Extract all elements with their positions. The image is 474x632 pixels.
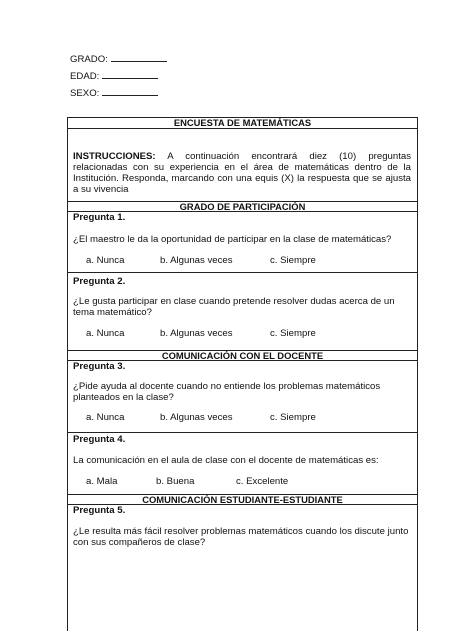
row-divider — [68, 432, 417, 433]
grado-field — [70, 52, 167, 66]
sexo-field — [70, 86, 158, 100]
question-5-label: Pregunta 5. — [73, 505, 126, 516]
question-4-text: La comunicación en el aula de clase con el docente de matemáticas es: — [73, 455, 379, 466]
survey-table — [67, 117, 418, 631]
section-comunicacion-estudiante: COMUNICACIÓN ESTUDIANTE-ESTUDIANTE — [68, 494, 417, 505]
q2-option-a[interactable]: a. Nunca — [86, 328, 125, 339]
question-3-text: ¿Pide ayuda al docente cuando no entiende los problemas matemáticos planteados en la clase? — [73, 381, 381, 403]
question-5-text: ¿Le resulta más fácil resolver problemas matemáticos cuando los discute junto con sus compañeros de clase? — [73, 526, 409, 548]
q4-option-a[interactable]: a. Mala — [86, 476, 118, 487]
row-divider — [68, 272, 417, 273]
question-1-text: ¿El maestro le da la oportunidad de participar en la clase de matemáticas? — [73, 234, 392, 245]
sexo-label: SEXO: — [70, 88, 100, 99]
edad-blank-line[interactable] — [102, 69, 158, 79]
q3-option-a[interactable]: a. Nunca — [86, 412, 125, 423]
q2-option-b[interactable]: b. Algunas veces — [160, 328, 233, 339]
q2-option-c[interactable]: c. Siempre — [270, 328, 316, 339]
instructions-block — [73, 151, 411, 195]
instructions-label: INSTRUCCIONES: — [73, 151, 156, 162]
q4-option-c[interactable]: c. Excelente — [236, 476, 289, 487]
question-1-label: Pregunta 1. — [73, 212, 126, 223]
q3-option-c[interactable]: c. Siempre — [270, 412, 316, 423]
edad-label: EDAD: — [70, 71, 100, 82]
section-participacion: GRADO DE PARTICIPACIÓN — [68, 201, 417, 212]
sexo-blank-line[interactable] — [102, 86, 158, 96]
edad-field — [70, 69, 158, 83]
question-2-text: ¿Le gusta participar en clase cuando pretende resolver dudas acerca de un tema matemático? — [73, 296, 395, 318]
section-comunicacion-docente: COMUNICACIÓN CON EL DOCENTE — [68, 350, 417, 361]
grado-label: GRADO: — [70, 54, 108, 65]
survey-title: ENCUESTA DE MATEMÁTICAS — [68, 118, 417, 129]
instructions-text: A continuación encontrará diez (10) preguntas relacionadas con su experiencia en el área de matemáticas dentro de la Institución. Responda, marcando con una equis (X) la respuesta que se ajusta a su vivencia — [73, 151, 412, 195]
grado-blank-line[interactable] — [111, 52, 167, 62]
q3-option-b[interactable]: b. Algunas veces — [160, 412, 233, 423]
question-3-label: Pregunta 3. — [73, 361, 126, 372]
question-4-label: Pregunta 4. — [73, 434, 126, 445]
q1-option-c[interactable]: c. Siempre — [270, 255, 316, 266]
q4-option-b[interactable]: b. Buena — [156, 476, 195, 487]
q1-option-b[interactable]: b. Algunas veces — [160, 255, 233, 266]
question-2-label: Pregunta 2. — [73, 276, 126, 287]
q1-option-a[interactable]: a. Nunca — [86, 255, 125, 266]
